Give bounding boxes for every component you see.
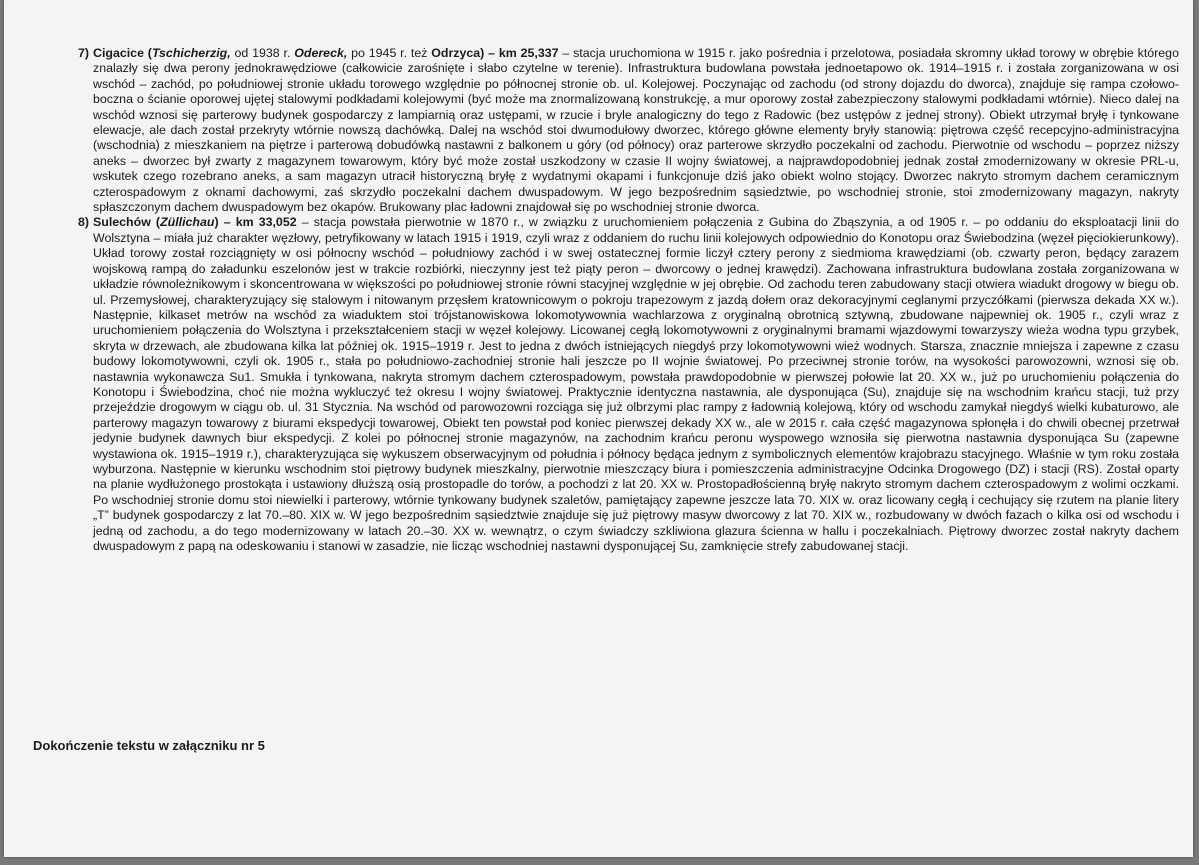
entry-heading-km: Odrzyca) – km 25,337	[431, 46, 559, 60]
entry-heading-part: po 1945 r. też	[347, 46, 432, 60]
list-item-8	[78, 215, 1180, 554]
entry-heading-german-name: Züllichau	[160, 215, 215, 230]
list-item-7	[78, 46, 1179, 215]
entry-body-text: – stacja uruchomiona w 1915 r. jako pośrednia i przelotowa, posiadała skromny układ torowy w obrębie którego znalazły się dwa perony jednokrawędziowe (całkowicie zarośnięte i słabo czytelne w terenie). Infrastruktura budowlana powstała jednoetapowo ok. 1914–1915 r. i została zorganizowana w osi wschód – zachód, po południowej stronie układu torowego względnie po północnej stronie ob. ul. Kolejowej. Poczynając od zachodu (od strony dojazdu do dworca), znajduje się rampa czołowo-boczna o ścianie oporowej ujętej stalowymi podkładami kolejowymi (być może ma znormalizowaną konstrukcję, a mur oporowy został zabezpieczony stalowymi podkładami wtórnie). Nieco dalej na wschód wznosi się parterowy budynek gospodarczy z lampiarnią oraz ustępami, w rzucie i bryle analogiczny do tego z Radowic (bez ustępów z jednej strony). Obiekt utrzymał bryłę i tynkowane elewacje, ale dach został przekryty wtórnie nowszą dachówką. Dalej na wschód stoi dwumodułowy dworzec, którego główne elementy bryły stanowią: piętrowa część recepcyjno-administracyjna (wschodnia) z mieszkaniem na piętrze i parterową dobudówką nastawni z balkonem u góry (od północy) oraz parterowe skrzydło poczekalni od zachodu. Pierwotnie od wschodu – poprzez niższy aneks – dworzec był zwarty z magazynem towarowym, który być może został uszkodzony w czasie II wojny światowej, a najprawdopodobniej jednak został zmodernizowany w okresie PRL-u, wskutek czego rozebrano aneks, a sam magazyn utracił historyczną bryłę z wydatnymi okapami i funkcjonuje dziś jako obiekt wolno stojący. Dworzec nakryto stromym dachem ceramicznym czterospadowym z oknami dachowymi, zaś skrzydło poczekalni dachem dwuspadowym. W jego bezpośrednim sąsiedztwie, po wschodniej stronie, stoi zmodernizowany magazyn, nakryty spłaszczonym dachem dwuspadowym bez okapów. Brukowany plac ładowni znajdował się po wschodniej stronie dworca.	[93, 46, 1179, 215]
entry-heading-part: Cigacice (	[93, 46, 152, 60]
document-body	[4, 46, 1193, 554]
entry-heading-german-name: Tschicherzig,	[151, 46, 231, 60]
entry-body-text: – stacja powstała pierwotnie w 1870 r., w związku z uruchomieniem połączenia z Gubina do Zbąszynia, a od 1905 r. – po oddaniu do eksploatacji linii do Wolsztyna – miała już charakter węzłowy, petryfikowany w latach 1915 i 1919, czyli wraz z oddaniem do ruchu linii kolejowych odpowiednio do Konotopu oraz Świebodzina (węzeł pięciokierunkowy). Układ torowy został rozciągnięty w osi północny wschód – południowy zachód i w swej ostatecznej formie liczył cztery perony z siedmioma krawędziami (ob. czwarty peron, będący zarazem wojskową rampą do załadunku eszelonów jest w trakcie rozbiórki, nieczynny jest też piąty peron – dworcowy o jednej krawędzi). Zachowana infrastruktura budowlana została zorganizowana w układzie równoleżnikowym i skoncentrowana w większości po południowej stronie równi stacyjnej względnie w jej obrębie. Od zachodu teren zabudowany stacji otwiera wiadukt drogowy w biegu ob. ul. Przemysłowej, charakteryzujący się stalowym i nitowanym przęsłem kratownicowym o pokroju trapezowym z jazdą dołem oraz dekoracyjnymi ceglanymi przyczółkami (pierwsza dekada XX w.). Następnie, kilkaset metrów na wschód za wiaduktem stoi trójstanowiskowa lokomotywownia wachlarzowa z oryginalną obrotnicą sztywną, zbudowane najpewniej ok. 1905 r., czyli wraz z uruchomieniem połączenia do Wolsztyna i przekształceniem stacji w węzeł kolejowy. Licowanej cegłą lokomotywowni z oryginalnymi bramami wjazdowymi towarzyszy wieża wodna typu grzybek, skryta w drzewach, ale zbudowana kilka lat później ok. 1915–1919 r. Jest to jedna z dwóch istniejących niegdyś przy lokomotywowni wież wodnych. Starsza, znacznie mniejsza i zapewne z czasu budowy lokomotywowni, czyli ok. 1905 r., stała po południowo-zachodniej stronie hali jeszcze po II wojnie światowej. Po przeciwnej stronie torów, na wysokości parowozowni, wznosi się ob. nastawnia wykonawcza Su1. Smukła i tynkowana, nakryta stromym dachem czterospadowym, powstała prawdopodobnie w pierwszej połowie lat 20. XX w., już po uruchomieniu połączenia do Konotopu i Świebodzina, choć nie można wykluczyć też okresu I wojny światowej. Praktycznie identyczna nastawnia, ale dysponująca (Su), znajduje się na wschodnim krańcu stacji, tuż przy przejeździe drogowym w ciągu ob. ul. 31 Stycznia. Na wschód od parowozowni rozciąga się już olbrzymi plac rampy z ładownią kolejową, który od wschodu zamykał niegdyś wielki kubaturowo, ale parterowy magazyn towarowy z biurami ekspedycji towarowej, Obiekt ten powstał pod koniec pierwszej dekady XX w., ale w 2015 r. cała część magazynowa spłonęła i do chwili obecnej przetrwał jedynie budynek dawnych biur ekspedycji. Z kolei po północnej stronie magazynów, na zachodnim krańcu peronu wyspowego wznosiła się pierwotna nastawnia dysponująca Su (zapewne wystawiona ok. 1915–1919 r.), charakteryzująca się wykuszem obserwacyjnym od południa i północy będąca jednym z symbolicznych elementów krajobrazu stacyjnego. Właśnie w tym roku została wyburzona. Następnie w kierunku wschodnim stoi piętrowy budynek mieszkalny, pierwotnie mieszczący biura i pomieszczenia administracyjne Odcinka Drogowego (DZ) i stacji (RS). Został oparty na planie wydłużonego prostokąta i ustawiony dłuższą osią prostopadle do torów, a pochodzi z lat 20. XX w. Prostopadłościenną bryłę nakryto stromym dachem czterospadowym z wolimi oczkami. Po wschodniej stronie domu stoi niewielki i parterowy, wtórnie tynkowany budynek szaletów, pamiętający zapewne jeszcze lata 70. XIX w. oraz licowany cegłą i cechujący się rzutem na planie litery „T” budynek gospodarczy z lat 70.–80. XIX w. W jego bezpośrednim sąsiedztwie znajduje się już piętrowy masyw dworcowy z lat 70. XIX w., rozbudowany w dwóch fazach o kilka osi od wschodu i jedną od zachodu, a do tego modernizowany w latach 20.–30. XX w. wewnątrz, o czym świadczy szkliwiona glazura ścienna w hallu i poczekalniach. Piętrowy dworzec został nakryty dachem dwuspadowym z papą na odeskowaniu i stanowi w zasadzie, nie licząc wschodniej nastawni dysponującej Su, zamknięcie strefy zabudowanej stacji.	[93, 215, 1180, 553]
entry-heading-part: Sulechów (	[93, 215, 161, 230]
list-number: 8)	[78, 215, 90, 230]
list-number: 7)	[78, 46, 90, 60]
entry-heading-german-name-2: Odereck,	[294, 46, 348, 60]
entry-heading-part: od 1938 r.	[230, 46, 295, 60]
document-page	[4, 0, 1193, 857]
continuation-note: Dokończenie tekstu w załączniku nr 5	[33, 738, 265, 753]
entry-heading-km: ) – km 33,052	[214, 215, 297, 230]
